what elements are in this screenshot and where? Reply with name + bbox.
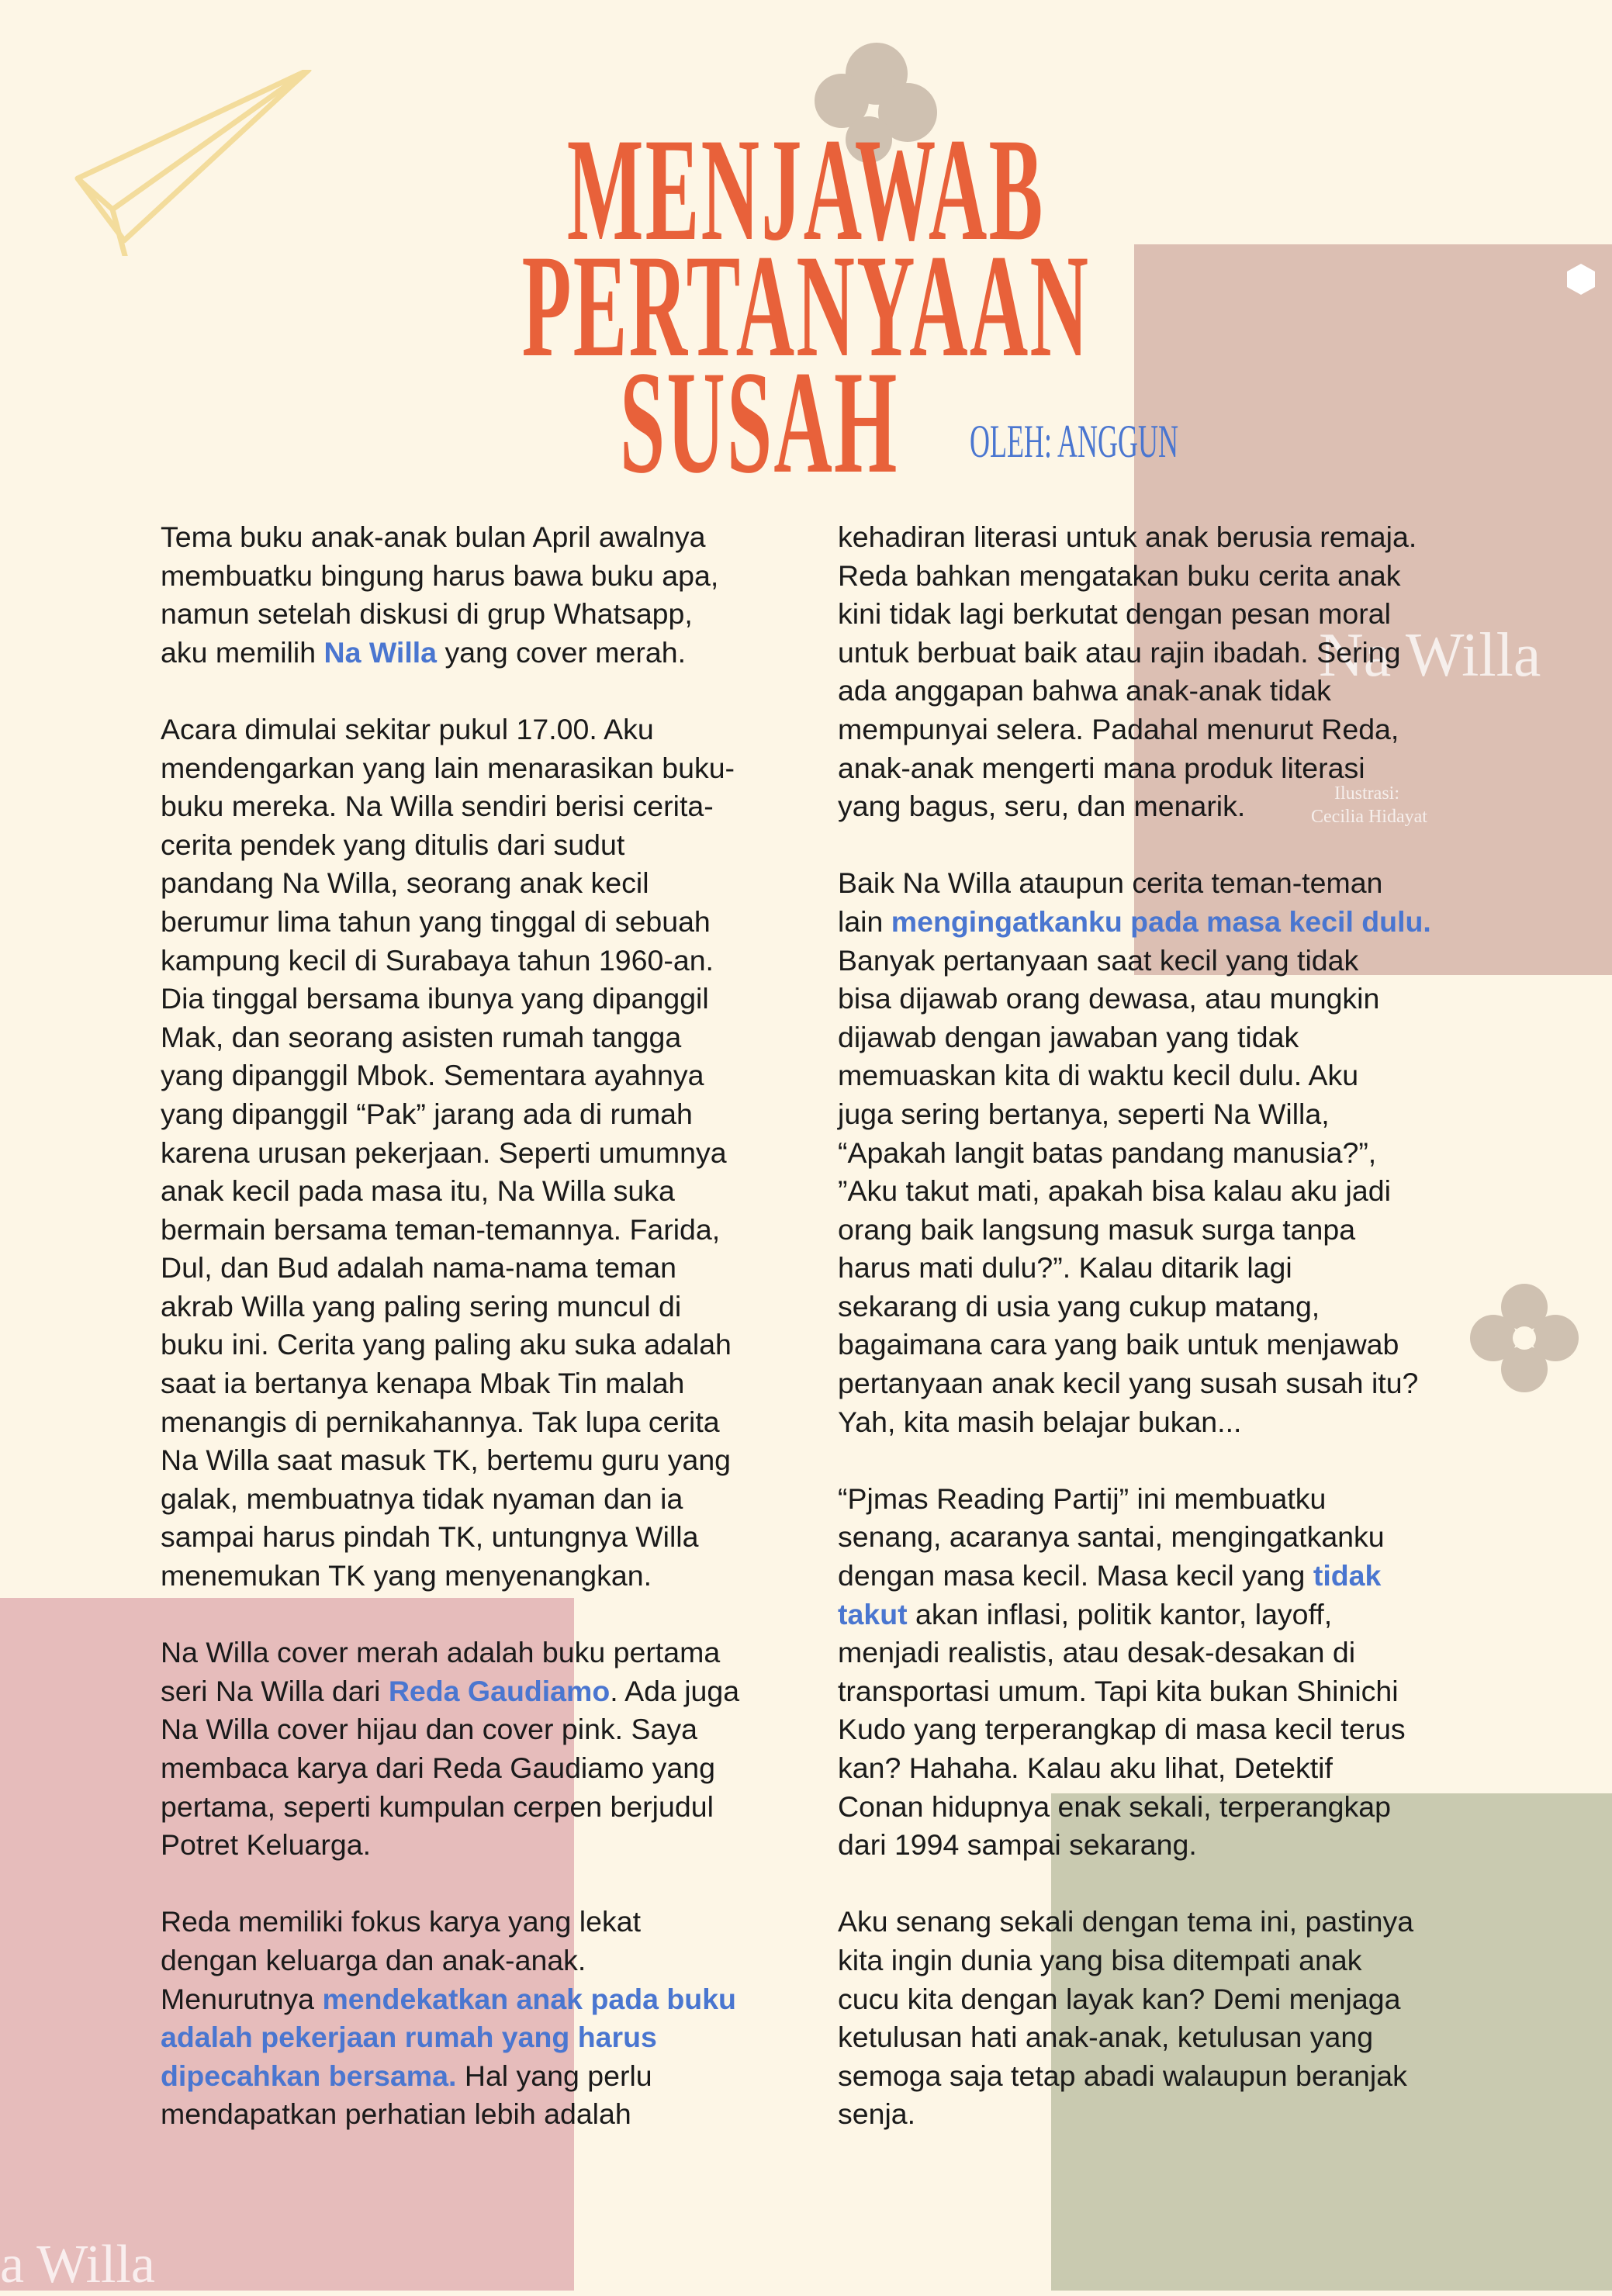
text-line — [161, 1288, 739, 1326]
text-segment: kita ingin dunia yang bisa ditempati anak — [838, 1943, 1362, 1976]
highlighted-text: Reda Gaudiamo — [388, 1674, 611, 1707]
text-line — [161, 980, 739, 1018]
text-line — [161, 711, 739, 749]
text-segment: sampai harus pindah TK, untungnya Willa — [161, 1520, 699, 1554]
text-line — [838, 1403, 1431, 1442]
text-segment: kehadiran literasi untuk anak berusia remaja. — [838, 520, 1417, 553]
text-segment: Kudo yang terperangkap di masa kecil terus — [838, 1713, 1406, 1746]
text-segment: Yah, kita masih belajar bukan... — [838, 1405, 1242, 1438]
text-segment: dengan masa kecil. Masa kecil yang — [838, 1559, 1313, 1592]
text-line — [838, 1826, 1431, 1865]
text-segment: dengan keluarga dan anak-anak. — [161, 1943, 586, 1976]
text-line — [161, 1056, 739, 1095]
text-line — [161, 749, 739, 788]
text-segment: berumur lima tahun yang tinggal di sebuah — [161, 904, 711, 938]
text-line — [838, 942, 1431, 980]
paragraph — [161, 1634, 739, 1865]
text-segment: Menurutnya — [161, 1982, 323, 2015]
paragraph — [161, 1903, 739, 2134]
text-segment: transportasi umum. Tapi kita bukan Shinichi — [838, 1674, 1399, 1707]
text-line — [161, 1249, 739, 1288]
text-line — [161, 787, 739, 826]
text-segment: anak kecil pada masa itu, Na Willa suka — [161, 1174, 675, 1208]
text-segment: Potret Keluarga. — [161, 1828, 371, 1862]
text-segment: yang cover merah. — [437, 635, 687, 669]
text-line — [838, 1942, 1431, 1980]
text-segment: lain — [838, 904, 891, 938]
paragraph — [838, 1480, 1431, 1865]
text-segment: yang dipanggil “Pak” jarang ada di rumah — [161, 1097, 693, 1130]
text-line — [838, 1518, 1431, 1557]
highlighted-text: tidak — [1313, 1559, 1382, 1592]
paragraph — [838, 518, 1431, 826]
text-line — [161, 1710, 739, 1749]
text-segment: Banyak pertanyaan saat kecil yang tidak — [838, 943, 1359, 977]
text-segment: pertama, seperti kumpulan cerpen berjudul — [161, 1789, 714, 1823]
text-segment: kan? Hahaha. Kalau aku lihat, Detektif — [838, 1751, 1333, 1784]
text-segment: mempunyai selera. Padahal menurut Reda, — [838, 712, 1399, 745]
text-segment: Hal yang perlu — [456, 2059, 652, 2092]
text-segment: ketulusan hati anak-anak, ketulusan yang — [838, 2021, 1374, 2054]
text-segment: cucu kita dengan layak kan? Demi menjaga — [838, 1982, 1401, 2015]
text-line — [838, 557, 1431, 596]
text-line — [838, 595, 1431, 634]
text-line — [161, 1788, 739, 1827]
highlighted-text: Na Willa — [323, 635, 438, 669]
article-column-left — [161, 518, 739, 2173]
paragraph — [161, 711, 739, 1596]
text-line — [161, 595, 739, 634]
text-line — [838, 2057, 1431, 2096]
text-segment: senang, acaranya santai, mengingatkanku — [838, 1520, 1385, 1554]
text-line — [838, 1211, 1431, 1250]
text-line — [838, 864, 1431, 903]
text-line — [838, 1596, 1431, 1634]
text-segment: akan inflasi, politik kantor, layoff, — [907, 1597, 1333, 1630]
page-title-line-3: SUSAH — [620, 341, 899, 504]
flower-stamp-icon — [1466, 1280, 1583, 1396]
text-segment: pertanyaan anak kecil yang susah susah itu? — [838, 1367, 1419, 1400]
text-segment: seri Na Willa dari — [161, 1674, 389, 1707]
text-segment: membuatku bingung harus bawa buku apa, — [161, 558, 719, 592]
text-segment: juga sering bertanya, seperti Na Willa, — [838, 1097, 1330, 1130]
page-title-line-1: MENJAWAB — [567, 109, 1045, 271]
text-segment: bermain bersama teman-temannya. Farida, — [161, 1212, 721, 1246]
text-segment: “Pjmas Reading Partij” ini membuatku — [838, 1482, 1327, 1515]
text-segment: dijawab dengan jawaban yang tidak — [838, 1020, 1299, 1053]
author-byline: OLEH: ANGGUN — [970, 416, 1178, 467]
text-segment: pandang Na Willa, seorang anak kecil — [161, 866, 649, 900]
text-segment: Aku senang sekali dengan tema ini, pastinya — [838, 1905, 1414, 1938]
text-segment: buku ini. Cerita yang paling aku suka adalah — [161, 1328, 732, 1361]
text-segment: kini tidak lagi berkutat dengan pesan moral — [838, 597, 1391, 631]
text-segment: Conan hidupnya enak sekali, terperangkap — [838, 1789, 1391, 1823]
text-line — [161, 518, 739, 557]
text-line — [838, 1557, 1431, 1596]
text-segment: kampung kecil di Surabaya tahun 1960-an. — [161, 943, 714, 977]
text-line — [838, 1172, 1431, 1211]
text-segment: mendengarkan yang lain menarasikan buku- — [161, 751, 735, 784]
text-segment: Dul, dan Bud adalah nama-nama teman — [161, 1251, 677, 1285]
text-segment: ada anggapan bahwa anak-anak tidak — [838, 674, 1331, 707]
text-line — [161, 864, 739, 903]
text-line — [161, 1557, 739, 1596]
text-line — [838, 1672, 1431, 1711]
text-line — [838, 1710, 1431, 1749]
text-line — [838, 1326, 1431, 1364]
text-line — [161, 2095, 739, 2134]
text-line — [838, 1134, 1431, 1173]
text-line — [838, 518, 1431, 557]
text-segment: Baik Na Willa ataupun cerita teman-teman — [838, 866, 1383, 900]
text-segment: sekarang di usia yang cukup matang, — [838, 1289, 1320, 1323]
text-segment: dari 1994 sampai sekarang. — [838, 1828, 1197, 1862]
page-title-line-2: PERTANYAAN — [521, 225, 1091, 388]
text-segment: bagaimana cara yang baik untuk menjawab — [838, 1328, 1399, 1361]
text-line — [161, 2018, 739, 2057]
text-line — [838, 1018, 1431, 1057]
text-segment: anak-anak mengerti mana produk literasi — [838, 751, 1365, 784]
paragraph — [838, 864, 1431, 1441]
highlighted-text: mendekatkan anak pada buku — [322, 1982, 736, 2015]
text-line — [161, 1172, 739, 1211]
text-line — [161, 1018, 739, 1057]
text-segment: bisa dijawab orang dewasa, atau mungkin — [838, 982, 1380, 1015]
text-segment: Na Willa saat masuk TK, bertemu guru yang — [161, 1444, 732, 1477]
text-segment: Na Willa cover merah adalah buku pertama — [161, 1636, 721, 1669]
text-line — [838, 711, 1431, 749]
text-line — [161, 826, 739, 865]
text-line — [838, 2018, 1431, 2057]
text-line — [161, 557, 739, 596]
text-line — [838, 1480, 1431, 1519]
text-segment: buku mereka. Na Willa sendiri berisi cerita- — [161, 790, 714, 823]
text-line — [161, 1441, 739, 1480]
text-line — [161, 1672, 739, 1711]
text-segment: menangis di pernikahannya. Tak lupa cerita — [161, 1405, 720, 1438]
text-line — [161, 1749, 739, 1788]
text-segment: orang baik langsung masuk surga tanpa — [838, 1212, 1356, 1246]
text-line — [161, 1211, 739, 1250]
text-line — [161, 1634, 739, 1672]
text-segment: harus mati dulu?”. Kalau ditarik lagi — [838, 1251, 1292, 1285]
text-line — [838, 903, 1431, 942]
text-segment: Acara dimulai sekitar pukul 17.00. Aku — [161, 712, 654, 745]
text-segment: yang dipanggil Mbok. Sementara ayahnya — [161, 1059, 704, 1092]
text-segment: karena urusan pekerjaan. Seperti umumnya — [161, 1136, 727, 1169]
text-line — [838, 787, 1431, 826]
watermark-book-title: Na Willa — [1319, 621, 1541, 690]
paragraph — [161, 518, 739, 672]
text-segment: menemukan TK yang menyenangkan. — [161, 1559, 652, 1592]
highlighted-text: takut — [838, 1597, 908, 1630]
paragraph — [838, 1903, 1431, 2134]
text-line — [838, 1634, 1431, 1672]
text-segment: menjadi realistis, atau desak-desakan di — [838, 1636, 1356, 1669]
text-segment: akrab Willa yang paling sering muncul di — [161, 1289, 682, 1323]
text-segment: Dia tinggal bersama ibunya yang dipanggil — [161, 982, 709, 1015]
text-segment: “Apakah langit batas pandang manusia?”, — [838, 1136, 1377, 1169]
text-line — [161, 1942, 739, 1980]
text-line — [161, 1095, 739, 1134]
text-line — [161, 1364, 739, 1403]
text-line — [838, 1788, 1431, 1827]
text-segment: ”Aku takut mati, apakah bisa kalau aku jadi — [838, 1174, 1391, 1208]
text-segment: Na Willa cover hijau dan cover pink. Saya — [161, 1713, 697, 1746]
text-line — [838, 1749, 1431, 1788]
watermark-bottom-text: a Willa — [0, 2235, 155, 2294]
text-segment: yang bagus, seru, dan menarik. — [838, 790, 1246, 823]
text-line — [838, 1980, 1431, 2019]
text-line — [838, 1903, 1431, 1942]
text-line — [838, 1364, 1431, 1403]
text-line — [161, 2057, 739, 2096]
text-line — [161, 942, 739, 980]
text-segment: Tema buku anak-anak bulan April awalnya — [161, 520, 706, 553]
text-line — [161, 1518, 739, 1557]
text-segment: Mak, dan seorang asisten rumah tangga — [161, 1020, 682, 1053]
text-line — [838, 980, 1431, 1018]
watermark-illustrator-label: Ilustrasi: — [1334, 783, 1399, 804]
text-line — [838, 672, 1431, 711]
text-segment: . Ada juga — [610, 1674, 740, 1707]
text-line — [838, 749, 1431, 788]
text-segment: saat ia bertanya kenapa Mbak Tin malah — [161, 1367, 685, 1400]
text-line — [161, 1326, 739, 1364]
text-line — [838, 1288, 1431, 1326]
text-segment: senja. — [838, 2097, 916, 2131]
text-segment: membaca karya dari Reda Gaudiamo yang — [161, 1751, 715, 1784]
highlighted-text: dipecahkan bersama. — [161, 2059, 457, 2092]
highlighted-text: mengingatkanku pada masa kecil dulu. — [891, 904, 1431, 938]
text-segment: untuk berbuat baik atau rajin ibadah. Sering — [838, 635, 1401, 669]
text-line — [838, 1095, 1431, 1134]
watermark-illustrator: Cecilia Hidayat — [1311, 807, 1427, 827]
text-segment: cerita pendek yang ditulis dari sudut — [161, 828, 625, 861]
text-segment: galak, membuatnya tidak nyaman dan ia — [161, 1482, 683, 1515]
article-column-right — [838, 518, 1431, 2173]
text-line — [161, 634, 739, 673]
text-segment: mendapatkan perhatian lebih adalah — [161, 2097, 631, 2131]
highlighted-text: adalah pekerjaan rumah yang harus — [161, 2021, 657, 2054]
text-line — [161, 1980, 739, 2019]
text-line — [161, 903, 739, 942]
text-segment: aku memilih — [161, 635, 324, 669]
text-segment: memuaskan kita di waktu kecil dulu. Aku — [838, 1059, 1359, 1092]
text-segment: Reda bahkan mengatakan buku cerita anak — [838, 558, 1401, 592]
text-segment: namun setelah diskusi di grup Whatsapp, — [161, 597, 693, 631]
text-line — [161, 1403, 739, 1442]
text-line — [161, 1903, 739, 1942]
text-line — [838, 1249, 1431, 1288]
text-line — [838, 2095, 1431, 2134]
text-line — [161, 1134, 739, 1173]
text-line — [161, 1480, 739, 1519]
text-segment: Reda memiliki fokus karya yang lekat — [161, 1905, 642, 1938]
text-line — [838, 1056, 1431, 1095]
text-line — [161, 1826, 739, 1865]
text-segment: semoga saja tetap abadi walaupun beranjak — [838, 2059, 1407, 2092]
text-line — [838, 634, 1431, 673]
